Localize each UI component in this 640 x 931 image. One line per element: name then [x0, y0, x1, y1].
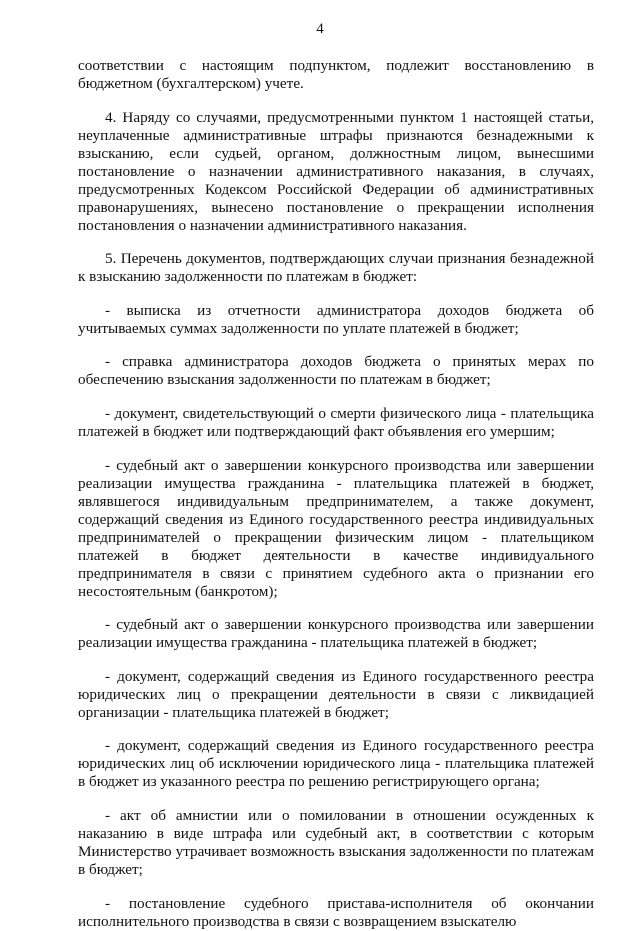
page-number: 4 — [316, 21, 324, 37]
list-item-bankruptcy-citizen: - судебный акт о завершении конкурсного производства или завершении реализации имущества гражданина - плательщика платежей в бюджет; — [78, 616, 594, 652]
list-item-registry-exclusion: - документ, содержащий сведения из Единого государственного реестра юридических лиц об исключении юридического лица - плательщика платежей в бюджет из указанного реестра по решению регистрирующего органа; — [78, 737, 594, 791]
paragraph-continuation: соответствии с настоящим подпунктом, подлежит восстановлению в бюджетном (бухгалтерском) учете. — [78, 57, 594, 92]
list-item-liquidation: - документ, содержащий сведения из Единого государственного реестра юридических лиц о прекращении деятельности в связи с ликвидацией организации - плательщика платежей в бюджет; — [78, 667, 594, 721]
list-item-measures-certificate: - справка администратора доходов бюджета о принятых мерах по обеспечению взыскания задолженности по платежам в бюджет; — [78, 353, 594, 389]
document-body — [78, 57, 594, 931]
list-item-bankruptcy-entrepreneur: - судебный акт о завершении конкурсного производства или завершении реализации имущества гражданина - плательщика платежей в бюджет, являвшегося индивидуальным предпринимателем, а также документ, содержащий сведения из Единого государственного реестра индивидуальных предпринимателей о прекращении физическим лицом - плательщиком платежей в бюджет деятельности в качестве индивидуального предпринимателя в связи с принятием судебного акта о признании его несостоятельным (банкротом); — [78, 456, 594, 600]
paragraph-item-5: 5. Перечень документов, подтверждающих случаи признания безнадежной к взысканию задолженности по платежам в бюджет: — [78, 250, 594, 286]
paragraph-item-4: 4. Наряду со случаями, предусмотренными пунктом 1 настоящей статьи, неуплаченные административные штрафы признаются безнадежными к взысканию, если судьей, органом, должностным лицом, вынесшими постановление о назначении административного наказания, в случаях, предусмотренных Кодексом Российской Федерации об административных правонарушениях, вынесено постановление о прекращении исполнения постановления о назначении административного наказания. — [78, 108, 594, 234]
list-item-bailiff-resolution: - постановление судебного пристава-исполнителя об окончании исполнительного производства в связи с возвращением взыскателю — [78, 894, 594, 930]
list-item-death-document: - документ, свидетельствующий о смерти физического лица - плательщика платежей в бюджет или подтверждающий факт объявления его умершим; — [78, 404, 594, 440]
list-item-amnesty: - акт об амнистии или о помиловании в отношении осужденных к наказанию в виде штрафа или судебный акт, в соответствии с которым Министерство утрачивает возможность взыскания задолженности по платежам в бюджет; — [78, 806, 594, 878]
list-item-report-extract: - выписка из отчетности администратора доходов бюджета об учитываемых суммах задолженности по уплате платежей в бюджет; — [78, 301, 594, 337]
